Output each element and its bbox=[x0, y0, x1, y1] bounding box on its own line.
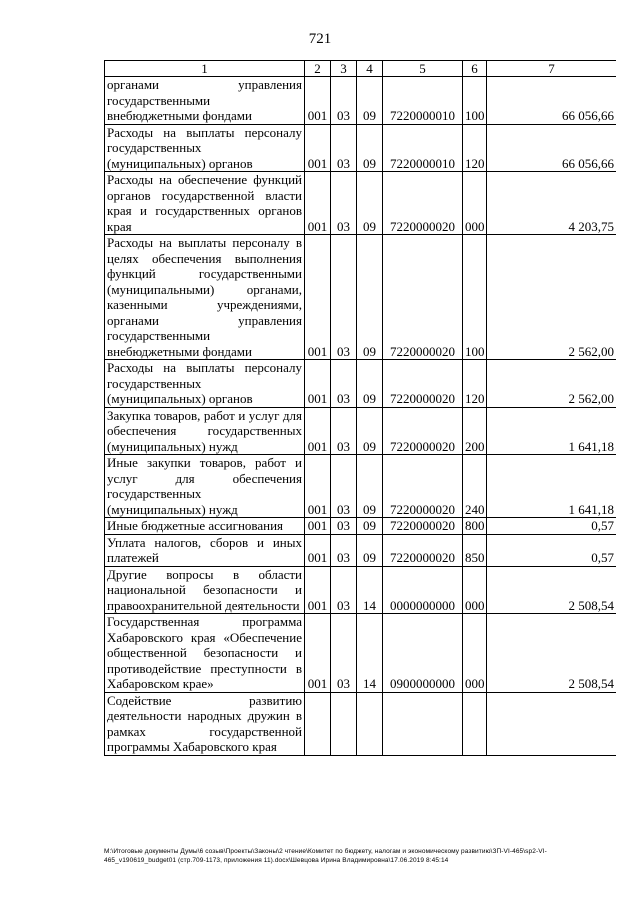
admin-code bbox=[305, 692, 331, 755]
admin-code: 001 bbox=[305, 235, 331, 360]
row-description: органами управления государственными внебюджетными фондами bbox=[105, 77, 305, 125]
table-row bbox=[105, 235, 617, 360]
section-code: 03 bbox=[331, 235, 357, 360]
admin-code: 001 bbox=[305, 455, 331, 518]
admin-code: 001 bbox=[305, 534, 331, 566]
section-code bbox=[331, 692, 357, 755]
admin-code: 001 bbox=[305, 360, 331, 408]
amount-value: 2 508,54 bbox=[487, 566, 617, 614]
subsection-code: 09 bbox=[357, 407, 383, 455]
amount-value: 1 641,18 bbox=[487, 455, 617, 518]
section-code: 03 bbox=[331, 518, 357, 535]
admin-code: 001 bbox=[305, 518, 331, 535]
table-row bbox=[105, 614, 617, 693]
expense-type-code: 800 bbox=[463, 518, 487, 535]
table-row bbox=[105, 566, 617, 614]
expense-type-code: 850 bbox=[463, 534, 487, 566]
column-header: 2 bbox=[305, 61, 331, 77]
target-article-code: 7220000020 bbox=[383, 518, 463, 535]
section-code: 03 bbox=[331, 614, 357, 693]
target-article-code: 7220000020 bbox=[383, 534, 463, 566]
row-description: Другие вопросы в области национальной безопасности и правоохранительной деятельности bbox=[105, 566, 305, 614]
subsection-code: 14 bbox=[357, 614, 383, 693]
target-article-code: 7220000020 bbox=[383, 235, 463, 360]
row-description: Закупка товаров, работ и услуг для обеспечения государственных (муниципальных) нужд bbox=[105, 407, 305, 455]
section-code: 03 bbox=[331, 360, 357, 408]
page-number: 721 bbox=[308, 31, 332, 47]
table-row bbox=[105, 692, 617, 755]
subsection-code: 09 bbox=[357, 124, 383, 172]
table-row bbox=[105, 534, 617, 566]
target-article-code: 7220000020 bbox=[383, 407, 463, 455]
expense-type-code bbox=[463, 692, 487, 755]
table-row bbox=[105, 77, 617, 125]
amount-value: 66 056,66 bbox=[487, 77, 617, 125]
amount-value: 2 508,54 bbox=[487, 614, 617, 693]
amount-value bbox=[487, 692, 617, 755]
subsection-code: 09 bbox=[357, 360, 383, 408]
column-header: 3 bbox=[331, 61, 357, 77]
subsection-code: 09 bbox=[357, 77, 383, 125]
admin-code: 001 bbox=[305, 172, 331, 235]
section-code: 03 bbox=[331, 124, 357, 172]
expense-type-code: 120 bbox=[463, 360, 487, 408]
row-description: Государственная программа Хабаровского края «Обеспечение общественной безопасности и противодействие преступности в Хабаровском крае» bbox=[105, 614, 305, 693]
target-article-code: 0900000000 bbox=[383, 614, 463, 693]
target-article-code: 7220000010 bbox=[383, 124, 463, 172]
expense-type-code: 240 bbox=[463, 455, 487, 518]
column-header: 4 bbox=[357, 61, 383, 77]
subsection-code: 09 bbox=[357, 235, 383, 360]
target-article-code: 7220000010 bbox=[383, 77, 463, 125]
table-row bbox=[105, 407, 617, 455]
target-article-code: 7220000020 bbox=[383, 360, 463, 408]
admin-code: 001 bbox=[305, 614, 331, 693]
admin-code: 001 bbox=[305, 124, 331, 172]
expense-type-code: 100 bbox=[463, 235, 487, 360]
amount-value: 66 056,66 bbox=[487, 124, 617, 172]
document-path-footer: M:\Итоговые документы Думы\6 созыв\Проекты\Законы\2 чтение\Комитет по бюджету, налогам и экономическому развитию\ЗП-VI-465\sp2-VI-465_v190619_budget01 (стр.709-1173, приложения 11).docx\Шевцова Ирина Владимировна\17.06.2019 8:45:14 bbox=[104, 848, 547, 864]
section-code: 03 bbox=[331, 407, 357, 455]
row-description: Расходы на обеспечение функций органов государственной власти края и государственных органов края bbox=[105, 172, 305, 235]
admin-code: 001 bbox=[305, 407, 331, 455]
amount-value: 2 562,00 bbox=[487, 235, 617, 360]
column-header: 1 bbox=[105, 61, 305, 77]
section-code: 03 bbox=[331, 534, 357, 566]
row-description: Расходы на выплаты персоналу государственных (муниципальных) органов bbox=[105, 124, 305, 172]
table-body bbox=[105, 77, 617, 756]
table-row bbox=[105, 172, 617, 235]
table-header-row bbox=[105, 61, 617, 77]
expense-type-code: 120 bbox=[463, 124, 487, 172]
section-code: 03 bbox=[331, 77, 357, 125]
amount-value: 2 562,00 bbox=[487, 360, 617, 408]
row-description: Расходы на выплаты персоналу государственных (муниципальных) органов bbox=[105, 360, 305, 408]
target-article-code: 7220000020 bbox=[383, 455, 463, 518]
table-row bbox=[105, 360, 617, 408]
target-article-code: 7220000020 bbox=[383, 172, 463, 235]
target-article-code bbox=[383, 692, 463, 755]
subsection-code bbox=[357, 692, 383, 755]
table-row bbox=[105, 455, 617, 518]
amount-value: 0,57 bbox=[487, 534, 617, 566]
expense-type-code: 000 bbox=[463, 172, 487, 235]
amount-value: 1 641,18 bbox=[487, 407, 617, 455]
column-header: 7 bbox=[487, 61, 617, 77]
row-description: Содействие развитию деятельности народных дружин в рамках государственной программы Хабаровского края bbox=[105, 692, 305, 755]
amount-value: 4 203,75 bbox=[487, 172, 617, 235]
row-description: Иные бюджетные ассигнования bbox=[105, 518, 305, 535]
subsection-code: 09 bbox=[357, 455, 383, 518]
admin-code: 001 bbox=[305, 77, 331, 125]
section-code: 03 bbox=[331, 172, 357, 235]
subsection-code: 09 bbox=[357, 534, 383, 566]
row-description: Расходы на выплаты персоналу в целях обеспечения выполнения функций государственными (муниципальными) органами, казенными учреждениями, органами управления государственными внебюджетными фондами bbox=[105, 235, 305, 360]
subsection-code: 09 bbox=[357, 518, 383, 535]
row-description: Иные закупки товаров, работ и услуг для обеспечения государственных (муниципальных) нужд bbox=[105, 455, 305, 518]
row-description: Уплата налогов, сборов и иных платежей bbox=[105, 534, 305, 566]
expense-type-code: 000 bbox=[463, 566, 487, 614]
amount-value: 0,57 bbox=[487, 518, 617, 535]
admin-code: 001 bbox=[305, 566, 331, 614]
subsection-code: 09 bbox=[357, 172, 383, 235]
expense-type-code: 100 bbox=[463, 77, 487, 125]
column-header: 5 bbox=[383, 61, 463, 77]
table-row bbox=[105, 518, 617, 535]
section-code: 03 bbox=[331, 566, 357, 614]
section-code: 03 bbox=[331, 455, 357, 518]
column-header: 6 bbox=[463, 61, 487, 77]
subsection-code: 14 bbox=[357, 566, 383, 614]
table-row bbox=[105, 124, 617, 172]
budget-table bbox=[104, 60, 616, 756]
expense-type-code: 200 bbox=[463, 407, 487, 455]
expense-type-code: 000 bbox=[463, 614, 487, 693]
budget-table-container bbox=[104, 60, 616, 838]
target-article-code: 0000000000 bbox=[383, 566, 463, 614]
